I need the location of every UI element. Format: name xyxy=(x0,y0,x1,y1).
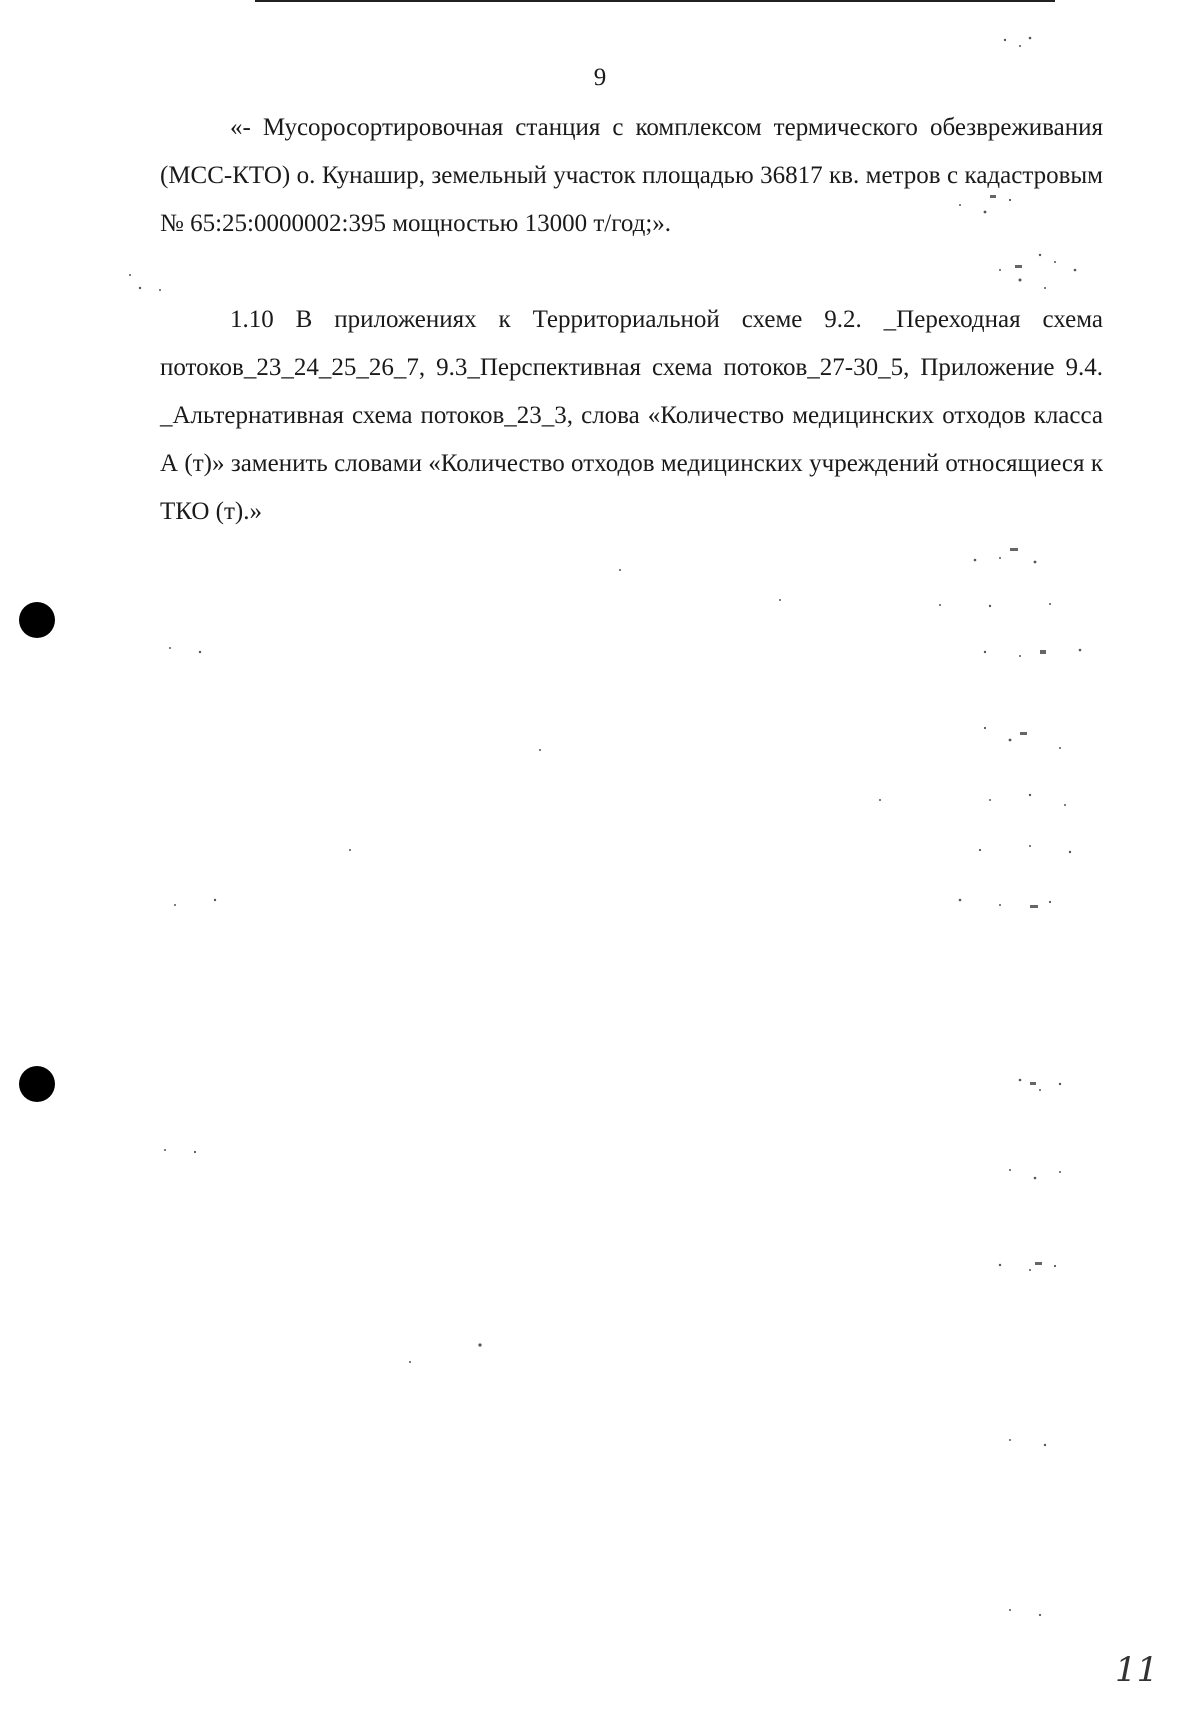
paragraph-station-description: «- Мусоросортировочная станция с комплексом термического обезвреживания (МСС-КТО) о. Кунашир, земельный участок площадью 36817 кв. метров с кадастровым № 65:25:0000002:395 мощностью 13000 т/год;». xyxy=(160,114,1103,237)
paragraph-block-1 xyxy=(160,104,1103,248)
top-edge-line xyxy=(255,0,1055,2)
handwritten-sheet-number: 11 xyxy=(1115,1650,1159,1690)
paragraph-block-2 xyxy=(160,296,1103,536)
page-number: 9 xyxy=(593,64,607,91)
punch-hole-upper xyxy=(19,602,55,638)
punch-hole-lower xyxy=(19,1066,55,1102)
paragraph-amendment-1-10: 1.10 В приложениях к Территориальной схеме 9.2. _Переходная схема потоков_23_24_25_26_7, 9.3_Перспективная схема потоков_27-30_5, Приложение 9.4. _Альтернативная схема потоков_23_3, слова «Количество медицинских отходов класса А (т)» заменить словами «Количество отходов медицинских учреждений относящиеся к ТКО (т).» xyxy=(160,306,1103,525)
